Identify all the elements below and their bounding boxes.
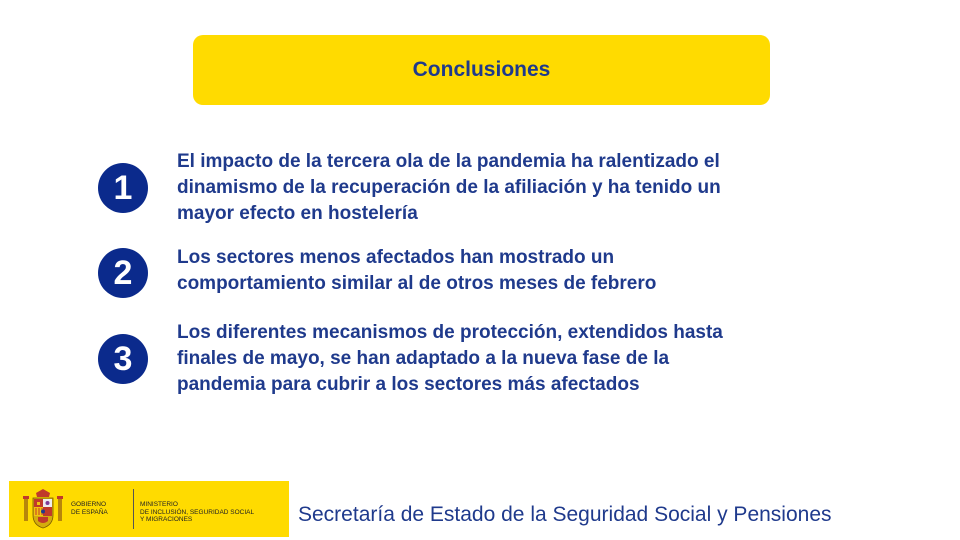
- conclusion-text-3: Los diferentes mecanismos de protección, extendidos hasta finales de mayo, se han adaptado a la nueva fase de la pandemia para cubrir a los sectores más afectados: [177, 322, 723, 395]
- ministry-label: MINISTERIO DE INCLUSIÓN, SEGURIDAD SOCIAL Y MIGRACIONES: [140, 501, 255, 523]
- number-badge-2: 2: [98, 248, 148, 298]
- page-title: Conclusiones: [412, 58, 551, 81]
- conclusion-text-1: El impacto de la tercera ola de la pandemia ha ralentizado el dinamismo de la recuperación de la afiliación y ha tenido un mayor efecto en hostelería: [177, 151, 721, 224]
- spain-coat-of-arms-icon: [21, 487, 65, 531]
- title-banner: [193, 35, 770, 105]
- government-logo: [9, 481, 289, 537]
- footer-secretaria: Secretaría de Estado de la Seguridad Social y Pensiones: [298, 503, 832, 526]
- government-label: GOBIERNO DE ESPAÑA: [71, 501, 108, 516]
- conclusion-text-2: Los sectores menos afectados han mostrado un comportamiento similar al de otros meses de febrero: [177, 247, 657, 294]
- number-badge-3: 3: [98, 334, 148, 384]
- number-badge-1: 1: [98, 163, 148, 213]
- logo-divider: [133, 489, 134, 529]
